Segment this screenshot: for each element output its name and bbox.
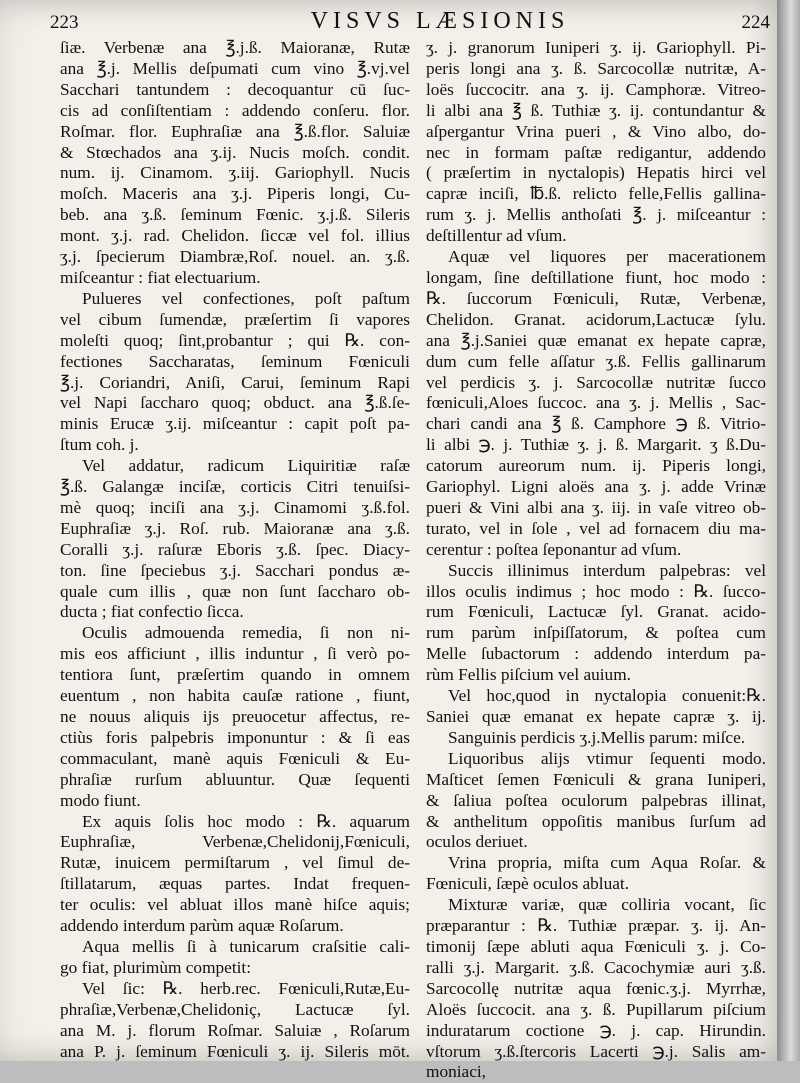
page-header bbox=[50, 6, 770, 38]
text-line: Ex aquis ſolis hoc modo : ℞. aquarum bbox=[82, 811, 410, 831]
text-line: Gariophyl. Ligni aloës ana ʒ. j. adde Vrinæ bbox=[426, 477, 766, 497]
text-line: ton. ſine ſpeciebus ʒ.j. Sacchari pondus æ- bbox=[60, 560, 410, 580]
text-line: mont. ʒ.j. rad. Chelidon. ſiccæ vel fol. illius bbox=[60, 226, 410, 246]
text-line: ℥.j. Coriandri, Aniſi, Carui, ſeminum Rapi bbox=[60, 372, 410, 392]
text-line: rum Fœniculi, Lactucæ ſyl. Granat. acido- bbox=[426, 602, 766, 622]
text-line: Sarcocollę nutritæ aqua fœnic.ʒ.j. Myrrhæ, bbox=[426, 978, 766, 998]
text-line: turato, vel in ſole , vel ad fornacem diu ma- bbox=[426, 518, 766, 538]
text-line: moniaci, bbox=[426, 1062, 486, 1082]
text-line: ſtillatarum, æquas partes. Indat frequen- bbox=[60, 874, 410, 894]
text-line: longam, ſine deſtillatione fiunt, hoc modo : bbox=[426, 267, 766, 287]
text-line: go fiat, plurimùm competit: bbox=[60, 957, 252, 977]
text-line: Maſticet ſemen Fœniculi & grana Iuniperi, bbox=[426, 769, 766, 789]
text-line: Vel ſic: ℞. herb.rec. Fœniculi,Rutæ,Eu- bbox=[82, 978, 410, 998]
text-line: Fœniculi, ſæpè oculos abluat. bbox=[426, 874, 630, 894]
page-number-right: 224 bbox=[741, 12, 770, 33]
text-line: illos oculis indimus ; hoc modo : ℞. ſucco- bbox=[426, 581, 766, 601]
text-line: ( præſertim in nyctalopis) Hepatis hirci vel bbox=[426, 163, 766, 183]
text-line: ʒ. j. granorum Iuniperi ʒ. ij. Gariophyll. Pi- bbox=[426, 38, 766, 57]
text-line: ʒ.j. ſpecierum Diambræ,Roſ. nouel. an. ʒ.ß. bbox=[60, 247, 410, 267]
text-line: Liquoribus alijs vtimur ſequenti modo. bbox=[448, 748, 766, 768]
text-line: ana ℥.j. Mellis deſpumati cum vino ℥.vj.vel bbox=[60, 58, 410, 78]
text-line: Aquæ vel liquores per macerationem bbox=[448, 247, 766, 267]
text-line: peris longi ana ʒ. ß. Sarcocollæ nutritæ, A- bbox=[426, 58, 766, 78]
text-line: ralli ʒ.j. Margarit. ʒ.ß. Cacochymiæ auri ʒ.ß. bbox=[426, 957, 766, 977]
left-text-column bbox=[60, 38, 410, 1061]
text-line: dum cum felle aſſatur ʒ.ß. Fellis gallinarum bbox=[426, 351, 766, 371]
text-line: quale cum illis , quæ non ſunt ſaccharo ob- bbox=[60, 581, 410, 601]
text-line: & Stœchados ana ʒ.ij. Nucis moſch. condit. bbox=[60, 142, 410, 162]
text-line: ſtum coh. j. bbox=[60, 435, 139, 455]
text-line: phraſiæ,Verbenæ,Chelidoniç, Lactucæ ſyl. bbox=[60, 999, 410, 1019]
text-line: timonij ſæpe abluti aqua Fœniculi ʒ. j. Co- bbox=[426, 936, 766, 956]
text-line: Sacchari tantundem : decoquantur cū ſuc- bbox=[60, 79, 410, 99]
text-line: phraſiæ rurſum abluuntur. Quæ ſequenti bbox=[60, 769, 410, 789]
text-line: ter oculis: vel abluat illos manè hiſce aquis; bbox=[60, 895, 410, 915]
text-line: oculos deriuet. bbox=[426, 832, 528, 852]
text-line: & anthelitum oppoſitis manibus ſurſum ad bbox=[426, 811, 766, 831]
text-line: beb. ana ʒ.ß. ſeminum Fœnic. ʒ.j.ß. Sileris bbox=[60, 205, 410, 225]
text-line: Saniei quæ emanat ex hepate capræ ʒ. ij. bbox=[426, 707, 766, 726]
text-line: capræ inciſi, ℔.ß. relicto felle,Fellis gallina- bbox=[426, 184, 766, 204]
text-line: fectiones Saccharatas, ſeminum Fœniculi bbox=[60, 351, 410, 371]
text-line: Chelidon. Granat. acidorum,Lactucæ ſylu. bbox=[426, 309, 766, 329]
text-line: cis ad conſiſtentiam : addendo conſeru. flor. bbox=[60, 100, 410, 120]
text-line: vſtorum ʒ.ß.ſtercoris Lacerti ℈.j. Salis am- bbox=[426, 1041, 766, 1061]
page-number-left: 223 bbox=[50, 12, 79, 33]
text-line: aſpergantur Vrina pueri , & Vino albo, do- bbox=[426, 121, 766, 141]
text-line: minis Erucæ ʒ.ij. miſceantur : capit poſt pa- bbox=[60, 414, 410, 434]
text-line: moſch. Maceris ana ʒ.j. Piperis longi, Cu- bbox=[60, 184, 410, 204]
text-line: induratarum coctione ℈. j. cap. Hirundin. bbox=[426, 1020, 766, 1040]
text-line: Succis illinimus interdum palpebras: vel bbox=[448, 560, 766, 580]
book-gutter bbox=[777, 0, 800, 1061]
text-line: vel cibum ſumendæ, præſertim ſi vapores bbox=[60, 309, 410, 329]
text-line: loës ſuccocitr. ana ʒ. ij. Camphoræ. Vitreo- bbox=[426, 79, 766, 99]
text-line: Sanguinis perdicis ʒ.j.Mellis parum: miſce. bbox=[448, 727, 746, 747]
text-line: deſtillentur ad vſum. bbox=[426, 226, 567, 246]
text-line: rùm Fellis piſcium vel auium. bbox=[426, 665, 631, 685]
text-line: commaculant, manè aquis Fœniculi & Eu- bbox=[60, 748, 410, 768]
text-line: ſiæ. Verbenæ ana ℥.j.ß. Maioranæ, Rutæ bbox=[60, 38, 410, 57]
text-line: Roſmar. flor. Euphraſiæ ana ℥.ß.flor. Saluiæ bbox=[60, 121, 410, 141]
text-line: rum parùm inſpiſſatorum, & poſtea cum bbox=[426, 623, 766, 643]
text-line: Euphraſiæ, Verbenæ,Chelidonij,Fœniculi, bbox=[60, 832, 410, 852]
text-line: vel perdicis ʒ. j. Sarcocollæ nutritæ ſucco bbox=[426, 372, 766, 392]
text-line: Vel addatur, radicum Liquiritiæ raſæ bbox=[82, 456, 410, 476]
text-line: fœniculi,Aloes ſuccoc. ana ʒ. j. Mellis , Sac- bbox=[426, 393, 766, 413]
text-line: Coralli ʒ.j. raſuræ Eboris ʒ.ß. ſpec. Diacy- bbox=[60, 539, 410, 559]
text-line: ana M. j. florum Roſmar. Saluiæ , Roſarum bbox=[60, 1020, 410, 1040]
text-line: ducta ; fiat confectio ſicca. bbox=[60, 602, 244, 622]
text-line: ana ℥.j.Saniei quæ emanat ex hepate capræ, bbox=[426, 330, 766, 350]
text-line: num. ij. Cinamom. ʒ.iij. Gariophyll. Nucis bbox=[60, 163, 410, 183]
right-text-column bbox=[426, 38, 766, 1082]
running-title: VISVS LÆSIONIS bbox=[310, 8, 570, 34]
text-line: ana P. j. ſeminum Fœniculi ʒ. ij. Sileris mōt. bbox=[60, 1041, 410, 1061]
text-line: moleſti quoq; ſint,probantur ; qui ℞. con- bbox=[60, 330, 410, 350]
text-line: rum ʒ. j. Mellis anthoſati ℥. j. miſceantur : bbox=[426, 205, 766, 225]
text-line: mè quoq; inciſi ana ʒ.j. Cinamomi ʒ.ß.fol. bbox=[60, 497, 410, 517]
text-line: mis eos afficiunt , illis induntur , ſi verò po- bbox=[60, 644, 410, 664]
text-line: ne nouus aliquis ijs preuocetur affectus, re- bbox=[60, 707, 410, 726]
text-line: & ſaliua poſtea oculorum palpebras illinat, bbox=[426, 790, 766, 810]
text-line: cerentur : poſtea ſeponantur ad vſum. bbox=[426, 539, 682, 559]
text-line: vel Napi ſaccharo quoq; obduct. ana ℥.ß.ſe- bbox=[60, 393, 410, 413]
text-line: Vrina propria, miſta cum Aqua Roſar. & bbox=[448, 853, 766, 873]
text-line: Vel hoc,quod in nyctalopia conuenit:℞. bbox=[448, 686, 766, 706]
text-line: euentum , non habita cauſæ ratione , fiunt, bbox=[60, 686, 410, 706]
text-line: Aqua mellis ſi à tunicarum craſsitie cali- bbox=[82, 936, 410, 956]
text-line: ℞. ſuccorum Fœniculi, Rutæ, Verbenæ, bbox=[426, 288, 766, 308]
text-line: li albi ana ℥ ß. Tuthiæ ʒ. ij. contundantur & bbox=[426, 100, 766, 120]
text-line: chari candi ana ℥ ß. Camphore ℈ ß. Vitrio- bbox=[426, 414, 766, 434]
text-line: Euphraſiæ ʒ.j. Roſ. rub. Maioranæ ana ʒ.ß. bbox=[60, 518, 410, 538]
text-line: Rutæ, inuicem permiſtarum , vel ſimul de- bbox=[60, 853, 410, 873]
text-line: miſceantur : fiat electuarium. bbox=[60, 267, 261, 287]
text-line: Aloës ſuccocit. ana ʒ. ß. Pupillarum piſcium bbox=[426, 999, 766, 1019]
text-line: catorum aureorum num. ij. Piperis longi, bbox=[426, 456, 766, 476]
text-line: præparantur : ℞. Tuthiæ præpar. ʒ. ij. An- bbox=[426, 916, 766, 936]
text-line: Pulueres vel confectiones, poſt paſtum bbox=[82, 288, 410, 308]
text-line: pueri & Vini albi ana ʒ. iij. in vaſe vitreo ob- bbox=[426, 497, 766, 517]
text-line: ctiùs foris palpebris imponuntur : & ſi eas bbox=[60, 727, 410, 747]
text-line: addendo interdum parùm aquæ Roſarum. bbox=[60, 916, 344, 936]
text-line: Oculis admouenda remedia, ſi non ni- bbox=[82, 623, 410, 643]
text-line: tentiora ſunt, præſertim quando in omnem bbox=[60, 665, 410, 685]
text-line: nec in formam paſtæ redigantur, addendo bbox=[426, 142, 766, 162]
text-line: li albi ℈. j. Tuthiæ ʒ. j. ß. Margarit. ʒ ß.Du- bbox=[426, 435, 766, 455]
text-line: Mixturæ variæ, quæ colliria vocant, ſic bbox=[448, 895, 766, 915]
text-line: modo fiunt. bbox=[60, 790, 141, 810]
text-line: ℥.ß. Galangæ inciſæ, corticis Citri tenuiſsi- bbox=[60, 477, 410, 497]
text-line: Melle ſubactorum : addendo interdum pa- bbox=[426, 644, 766, 664]
